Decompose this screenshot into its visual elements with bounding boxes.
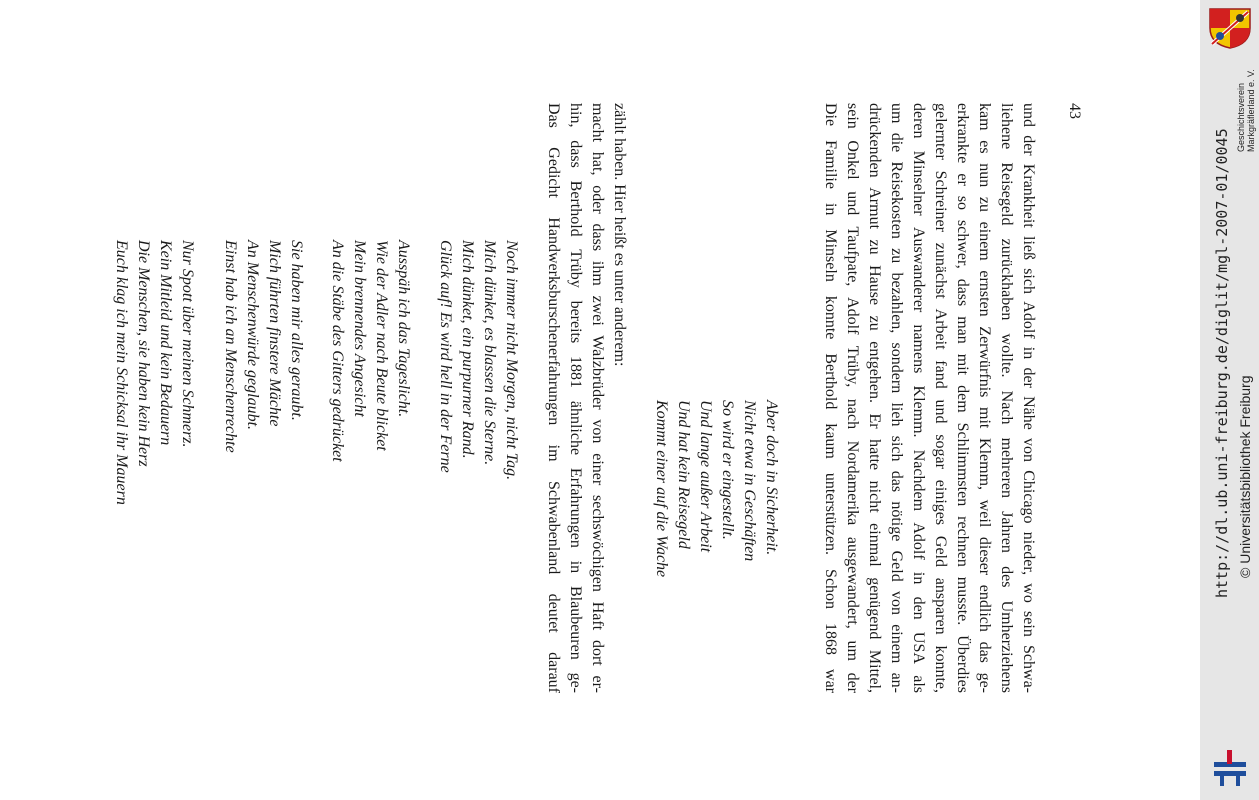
poem-line: Aber doch in Sicherheit. xyxy=(763,400,780,556)
poem-line: Und lange außer Arbeit xyxy=(697,400,714,553)
poem-line: Sie haben mir alles geraubt. xyxy=(288,240,305,421)
body-text-line: und der Krankheit ließ sich Adolf in der Nähe von Chicago nieder, wo sein Schwa- xyxy=(1020,103,1037,693)
poem-line: Wie der Adler nach Beute blicket xyxy=(373,240,390,451)
poem-line: Und hat kein Reisegeld xyxy=(675,400,692,549)
poem-line: Einst hab ich an Menschenrechte xyxy=(222,240,239,453)
document-url[interactable]: http://dl.ub.uni-freiburg.de/diglit/mgl-2007-01/0045 xyxy=(1213,128,1231,598)
poem-line: Mich führten finstere Mächte xyxy=(266,240,283,427)
library-logo-icon xyxy=(1210,748,1250,788)
body-text-line: hin, dass Berthold Trüby bereits 1881 ähnliche Erfahrungen in Blaubeuren ge- xyxy=(567,103,584,693)
poem-line: Nur Spott über meinen Schmerz. xyxy=(179,240,196,448)
poem-line: Die Menschen, sie haben kein Herz xyxy=(135,240,152,467)
page-number: 43 xyxy=(1066,103,1083,119)
poem-line: Nicht etwa in Geschäften xyxy=(741,400,758,562)
poem-line: Euch klag ich mein Schicksal ihr Mauern xyxy=(113,240,130,505)
poem-line: Mein brennendes Angesicht xyxy=(351,240,368,417)
body-text-line: drückenden Armut zu Hause zu entgehen. Er hatte nicht einmal genügend Mittel, xyxy=(866,103,883,693)
poem-line: Noch immer nicht Morgen, nicht Tag. xyxy=(503,240,520,481)
poem-line: Mich dünket, ein purpurner Rand. xyxy=(459,240,476,459)
body-text-line: Die Familie in Minseln konnte Berthold kaum unterstützen. Schon 1868 war xyxy=(822,103,839,693)
poem-line: An die Stäbe des Gitters gedrücket xyxy=(329,240,346,462)
body-text-line: macht hat, oder dass ihm zwei Walzbrüder von einer sechswöchigen Haft dort er- xyxy=(589,103,606,693)
society-name-line2: Markgräflerland e. V. xyxy=(1246,69,1256,152)
body-text-line: gelernter Schreiner zunächst Arbeit fand und sogar einiges Geld ansparen konnte, xyxy=(932,103,949,693)
body-text-line: um die Reisekosten zu bezahlen, sondern lieh sich das nötige Geld von einem an- xyxy=(888,103,905,693)
poem-line: An Menschenwürde geglaubt. xyxy=(244,240,261,431)
poem-line: Kein Mitleid und kein Bedauern xyxy=(157,240,174,446)
body-text-line: liehene Reisegeld zurückhaben wollte. Nach mehreren Jahren des Umherziehens xyxy=(998,103,1015,693)
poem-line: Ausspäh ich das Tageslicht. xyxy=(395,240,412,418)
body-text-line: deren Minselner Auswanderer namens Klemm. Nachdem Adolf in den USA als xyxy=(910,103,927,693)
body-text-line: kam es nun zu einem ernsten Zerwürfnis mit Klemm, weil dieser endlich das ge- xyxy=(976,103,993,693)
viewer-sidebar xyxy=(1200,0,1259,800)
society-crest-icon xyxy=(1207,6,1253,50)
body-text-line: zählt haben. Hier heißt es unter anderem: xyxy=(611,103,628,367)
poem-line: So wird er eingestellt. xyxy=(719,400,736,540)
copyright-notice: © Universitätsbibliothek Freiburg xyxy=(1237,375,1253,578)
poem-line: Glück auf! Es wird hell in der Ferne xyxy=(437,240,454,473)
body-text-line: erkrankte er so schwer, dass man mit dem Schlimmsten rechnen musste. Überdies xyxy=(954,103,971,693)
poem-line: Kommt einer auf die Wache xyxy=(653,400,670,578)
poem-line: Mich dünket, es blassen die Sterne. xyxy=(481,240,498,466)
body-text-line: Das Gedicht Handwerksburschenerfahrungen im Schwabenland deutet darauf xyxy=(545,103,562,693)
body-text-line: sein Onkel und Taufpate, Adolf Trüby, nach Nordamerika ausgewandert, um der xyxy=(844,103,861,693)
society-name-line1: Geschichtsverein xyxy=(1236,82,1246,152)
